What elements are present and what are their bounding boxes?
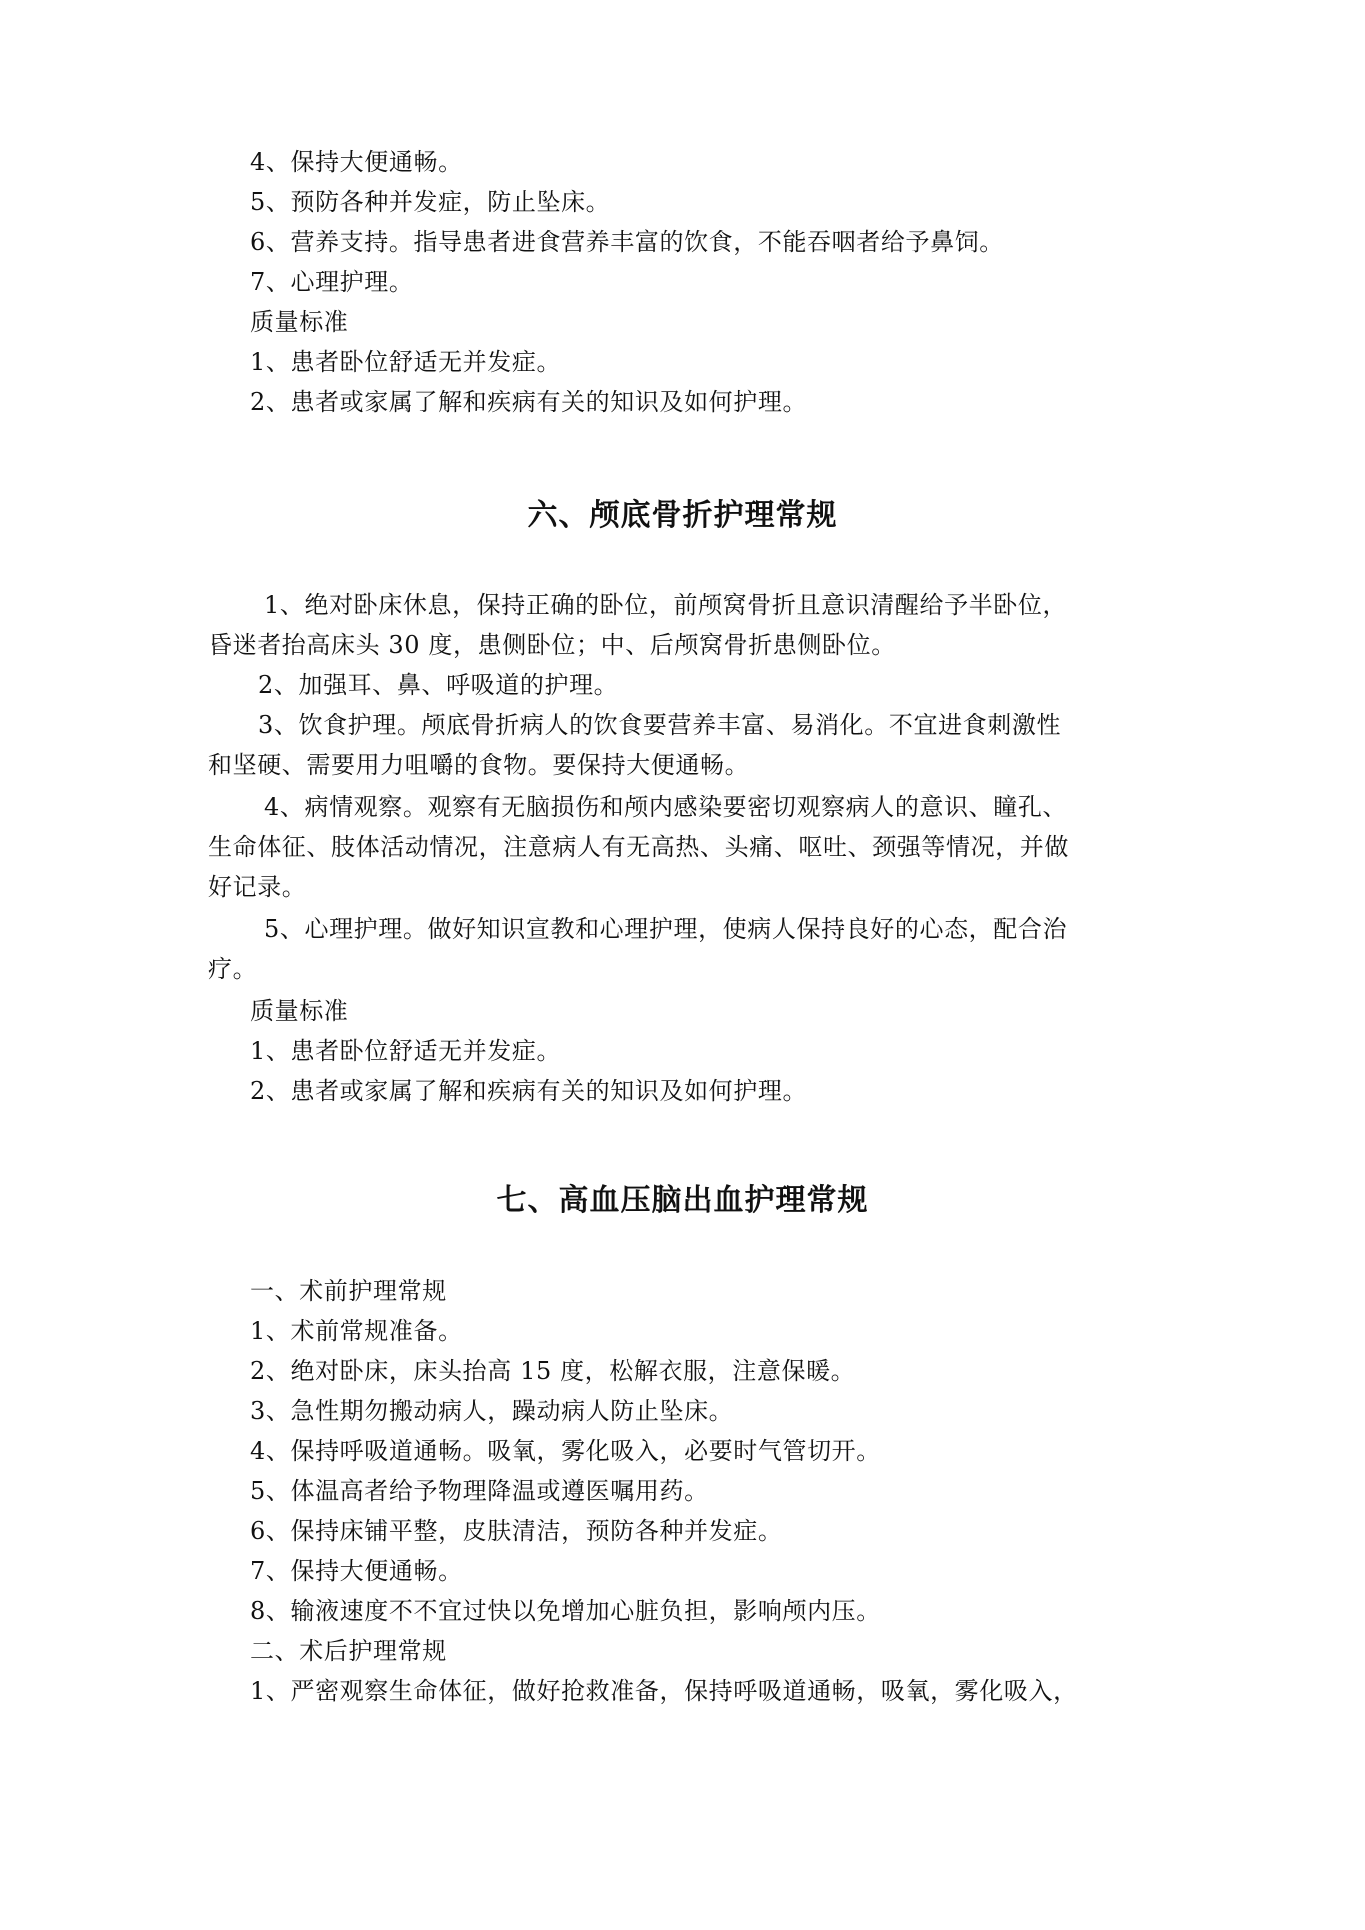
paragraph-line: 2、患者或家属了解和疾病有关的知识及如何护理。 (250, 388, 808, 416)
section-title-hypertensive-hemorrhage: 七、高血压脑出血护理常规 (496, 1183, 869, 1218)
paragraph-line: 2、患者或家属了解和疾病有关的知识及如何护理。 (250, 1077, 808, 1105)
paragraph-line: 4、保持呼吸道通畅。吸氧，雾化吸入，必要时气管切开。 (250, 1437, 881, 1465)
paragraph-line: 5、心理护理。做好知识宣教和心理护理，使病人保持良好的心态，配合治 (264, 915, 1068, 943)
paragraph-line: 6、保持床铺平整，皮肤清洁，预防各种并发症。 (250, 1517, 783, 1545)
paragraph-line: 3、急性期勿搬动病人，躁动病人防止坠床。 (250, 1397, 734, 1425)
paragraph-line: 1、术前常规准备。 (250, 1317, 463, 1345)
paragraph-line: 昏迷者抬高床头 30 度，患侧卧位；中、后颅窝骨折患侧卧位。 (208, 631, 896, 659)
paragraph-line: 5、体温高者给予物理降温或遵医嘱用药。 (250, 1477, 709, 1505)
paragraph-line: 2、绝对卧床，床头抬高 15 度，松解衣服，注意保暖。 (250, 1357, 856, 1385)
quality-standard-heading: 质量标准 (250, 997, 349, 1025)
paragraph-line: 1、严密观察生命体征，做好抢救准备，保持呼吸道通畅，吸氧，雾化吸入， (250, 1677, 1078, 1705)
paragraph-line: 7、心理护理。 (250, 268, 414, 296)
subsection-heading-preop: 一、术前护理常规 (250, 1277, 447, 1305)
paragraph-line: 5、预防各种并发症，防止坠床。 (250, 188, 611, 216)
paragraph-line: 疗。 (208, 955, 258, 983)
section-title-skull-base-fracture: 六、颅底骨折护理常规 (527, 498, 838, 533)
paragraph-line: 和坚硬、需要用力咀嚼的食物。要保持大便通畅。 (208, 751, 750, 779)
paragraph-line: 1、绝对卧床休息，保持正确的卧位，前颅窝骨折且意识清醒给予半卧位， (264, 591, 1068, 619)
paragraph-line: 3、饮食护理。颅底骨折病人的饮食要营养丰富、易消化。不宜进食刺激性 (258, 711, 1062, 739)
paragraph-line: 好记录。 (208, 873, 307, 901)
paragraph-line: 生命体征、肢体活动情况，注意病人有无高热、头痛、呕吐、颈强等情况，并做 (208, 833, 1069, 861)
paragraph-line: 8、输液速度不不宜过快以免增加心脏负担，影响颅内压。 (250, 1597, 881, 1625)
paragraph-line: 7、保持大便通畅。 (250, 1557, 463, 1585)
paragraph-line: 2、加强耳、鼻、呼吸道的护理。 (258, 671, 619, 699)
quality-standard-heading: 质量标准 (250, 308, 349, 336)
paragraph-line: 4、保持大便通畅。 (250, 148, 463, 176)
subsection-heading-postop: 二、术后护理常规 (250, 1637, 447, 1665)
paragraph-line: 1、患者卧位舒适无并发症。 (250, 1037, 562, 1065)
paragraph-line: 4、病情观察。观察有无脑损伤和颅内感染要密切观察病人的意识、瞳孔、 (264, 793, 1068, 821)
paragraph-line: 1、患者卧位舒适无并发症。 (250, 348, 562, 376)
paragraph-line: 6、营养支持。指导患者进食营养丰富的饮食，不能吞咽者给予鼻饲。 (250, 228, 1004, 256)
